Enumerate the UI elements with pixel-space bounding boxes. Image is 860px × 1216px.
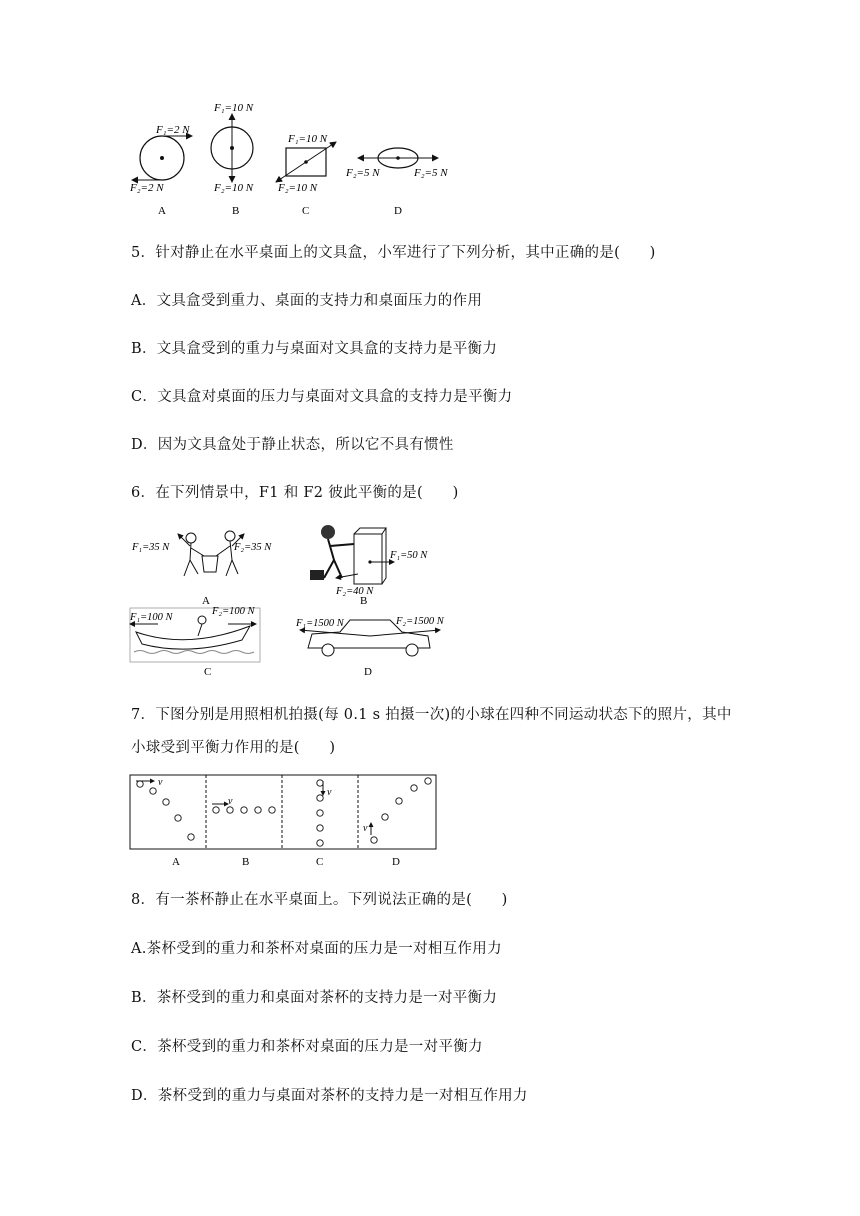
diagram-b-label: B xyxy=(232,205,240,217)
diagram-a-f2: F₂=2 N xyxy=(130,182,164,194)
scenario-a-f1: F₁=35 N xyxy=(132,542,170,553)
scenario-d-f1: F₁=1500 N xyxy=(296,618,344,629)
scenario-d-f2: F₂=1500 N xyxy=(396,616,444,627)
scenario-b-label: B xyxy=(360,595,368,607)
scenario-a xyxy=(131,531,272,607)
diagram-b-f1: F₁=10 N xyxy=(214,102,254,114)
photo-a-label: A xyxy=(172,856,180,868)
photo-b-label: B xyxy=(242,856,250,868)
diagram-d xyxy=(345,148,448,217)
diagram-a-f1: F₁=2 N xyxy=(156,124,190,136)
scenario-a-label: A xyxy=(202,595,210,607)
question-5-option-b: B．文具盒受到的重力与桌面对文具盒的支持力是平衡力 xyxy=(131,341,498,357)
question-7-stem-line2: 小球受到平衡力作用的是( ) xyxy=(131,740,336,756)
diagram-d-f1: F₂=5 N xyxy=(346,167,380,179)
force-diagrams-figure xyxy=(126,96,466,220)
diagram-c-f2: F₂=10 N xyxy=(278,182,318,194)
question-8-stem: 8．有一茶杯静止在水平桌面上。下列说法正确的是( ) xyxy=(131,892,508,908)
diagram-a-label: A xyxy=(158,205,166,217)
scenario-d-label: D xyxy=(364,666,372,678)
scenario-figure xyxy=(128,520,458,680)
scenario-a-f2: F₂=35 N xyxy=(234,542,272,553)
photo-d-label: D xyxy=(392,856,400,868)
diagram-b-f2: F₂=10 N xyxy=(214,182,254,194)
question-8-option-d: D．茶杯受到的重力与桌面对茶杯的支持力是一对相互作用力 xyxy=(131,1088,528,1104)
scenario-b-f1: F₁=50 N xyxy=(390,550,428,561)
photo-c-label: C xyxy=(316,856,324,868)
question-5-stem: 5．针对静止在水平桌面上的文具盒，小军进行了下列分析，其中正确的是( ) xyxy=(131,245,656,261)
scenario-c-f2: F₂=100 N xyxy=(212,606,255,617)
diagram-c-label: C xyxy=(302,205,310,217)
motion-photo-figure xyxy=(128,773,440,869)
photo-d-v: v xyxy=(363,823,368,834)
scenario-b xyxy=(310,525,428,607)
photo-c-v: v xyxy=(327,787,332,798)
question-6-stem: 6．在下列情景中，F1 和 F2 彼此平衡的是( ) xyxy=(131,485,459,501)
scenario-c xyxy=(129,606,260,678)
diagram-c-f1: F₁=10 N xyxy=(288,133,328,145)
photo-a-v: v xyxy=(158,777,163,788)
diagram-d-label: D xyxy=(394,205,402,217)
question-8-option-a: A.茶杯受到的重力和茶杯对桌面的压力是一对相互作用力 xyxy=(131,941,502,957)
diagram-a xyxy=(129,124,192,217)
diagram-c xyxy=(276,133,336,217)
question-7-stem-line1: 7．下图分别是用照相机拍摄(每 0.1 s 拍摄一次)的小球在四种不同运动状态下的照片，其中 xyxy=(131,707,732,723)
diagram-b xyxy=(211,102,254,217)
question-8-option-c: C．茶杯受到的重力和茶杯对桌面的压力是一对平衡力 xyxy=(131,1039,483,1055)
scenario-c-f1: F₁=100 N xyxy=(130,612,173,623)
question-5-option-a: A．文具盒受到重力、桌面的支持力和桌面压力的作用 xyxy=(131,293,483,309)
scenario-c-label: C xyxy=(204,666,212,678)
scenario-d xyxy=(295,616,445,678)
question-5-option-d: D．因为文具盒处于静止状态，所以它不具有惯性 xyxy=(131,437,454,453)
question-5-option-c: C．文具盒对桌面的压力与桌面对文具盒的支持力是平衡力 xyxy=(131,389,513,405)
diagram-d-f2: F₂=5 N xyxy=(414,167,448,179)
photo-b-v: v xyxy=(228,796,233,807)
question-8-option-b: B．茶杯受到的重力和桌面对茶杯的支持力是一对平衡力 xyxy=(131,990,498,1006)
scenario-b-f2: F₂=40 N xyxy=(336,586,374,597)
